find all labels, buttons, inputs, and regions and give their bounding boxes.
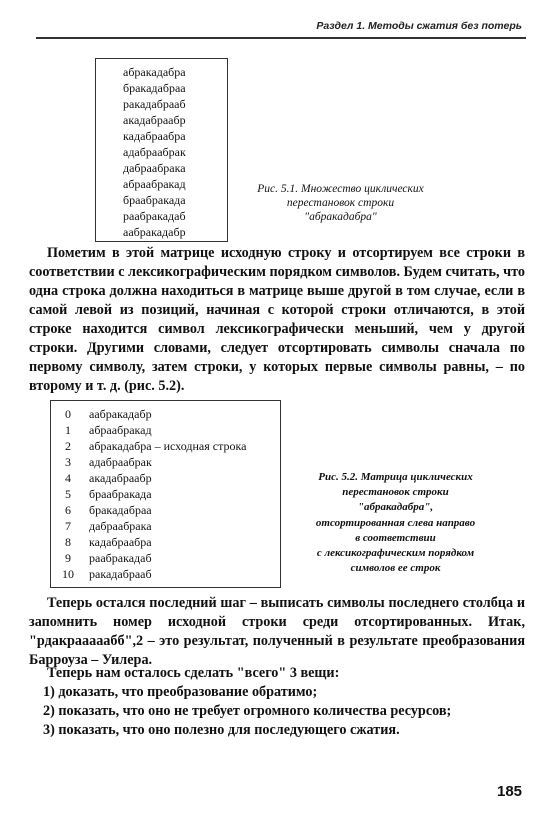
- matrix-row: абраабракад: [123, 177, 186, 191]
- running-header: Раздел 1. Методы сжатия без потерь: [316, 20, 522, 32]
- caption-line: перестановок строки: [286, 197, 395, 209]
- row-index: 1: [65, 423, 71, 437]
- caption-line: Рис. 5.2. Матрица циклических: [318, 471, 473, 483]
- figure-5-2-matrix: [50, 400, 281, 588]
- list-item: 1) доказать, что преобразование обратимо;: [43, 684, 318, 700]
- row-text: акадабраабр: [89, 471, 152, 485]
- matrix-row: абракадабра: [123, 65, 186, 79]
- list-intro: Теперь нам осталось сделать "всего" 3 вещи:: [47, 665, 340, 681]
- caption-line: в соответствии: [355, 531, 436, 544]
- row-index: 7: [65, 519, 71, 533]
- matrix-row: раабракадаб: [123, 209, 186, 223]
- matrix-row: кадабраабра: [123, 129, 186, 143]
- page-number: 185: [497, 783, 523, 800]
- body-paragraph: [29, 244, 525, 396]
- row-text: браабракада: [89, 487, 152, 501]
- matrix-row: браабракада: [123, 193, 186, 207]
- paragraph-text: Пометим в этой матрице исходную строку и отсортируем все строки в соответствии с лексикографическим порядком символов. Будем считать, что одна строка должна находиться в матрице выше другой в том случае, если в самой левой из позиций, начиная с которой строки отличаются, в этой строке находится символ лексикографически меньший, чем у другой строки. Другими словами, следует отсортировать символы сначала по первому символу, затем строки, у которых первые символы равны, – по второму и т. д. (рис. 5.2).: [29, 245, 525, 394]
- row-index: 2: [65, 439, 71, 453]
- matrix-row: адабраабрак: [123, 145, 186, 159]
- caption-line: "абракадабра",: [357, 501, 434, 514]
- row-index: 8: [65, 535, 71, 549]
- caption-line: отсортированная слева направо: [315, 516, 476, 529]
- list-item: 3) показать, что оно полезно для последующего сжатия.: [43, 722, 400, 738]
- caption-line: перестановок строки: [342, 486, 449, 499]
- caption-line: символов ее строк: [350, 562, 441, 575]
- matrix-row: бракадабраа: [123, 81, 186, 95]
- matrix-row: дабраабрака: [123, 161, 186, 175]
- caption-line: "абракадабра": [304, 211, 377, 223]
- row-text: абракадабра – исходная строка: [89, 439, 247, 453]
- row-index: 5: [65, 487, 71, 501]
- caption-line: Рис. 5.1. Множество циклических: [257, 183, 424, 195]
- row-index: 0: [65, 407, 71, 421]
- row-text: адабраабрак: [89, 455, 152, 469]
- row-text: кадабраабра: [89, 535, 152, 549]
- row-index: 3: [65, 455, 71, 469]
- matrix-row: ракадабрааб: [123, 97, 186, 111]
- row-text: бракадабраа: [89, 503, 152, 517]
- task-list: [29, 664, 525, 740]
- caption-line: с лексикографическим порядком: [316, 547, 475, 560]
- header-rule: [36, 37, 526, 39]
- matrix-row: аабракадабр: [123, 225, 186, 239]
- row-text: абраабракад: [89, 423, 152, 437]
- row-index: 6: [65, 503, 71, 517]
- paragraph-text: Теперь остался последний шаг – выписать символы последнего столбца и запомнить номер исходной строки среди отсортированных. Итак, "рдакрааааабб",2 – это результат, полученный в результате преобразования Барроуза – Уилера.: [29, 595, 525, 668]
- list-item: 2) показать, что оно не требует огромного количества ресурсов;: [43, 703, 452, 719]
- figure-5-1-caption: [233, 182, 448, 224]
- figure-5-2-caption: [288, 470, 503, 576]
- body-paragraph: [29, 594, 525, 670]
- row-index: 10: [62, 567, 74, 581]
- row-index: 4: [65, 471, 71, 485]
- row-text: дабраабрака: [89, 519, 152, 533]
- row-index: 9: [65, 551, 71, 565]
- figure-5-1-matrix: [95, 58, 228, 242]
- row-text: раабракадаб: [89, 551, 152, 565]
- matrix-row: акадабраабр: [123, 113, 186, 127]
- row-text: аабракадабр: [89, 407, 152, 421]
- row-text: ракадабрааб: [89, 567, 152, 581]
